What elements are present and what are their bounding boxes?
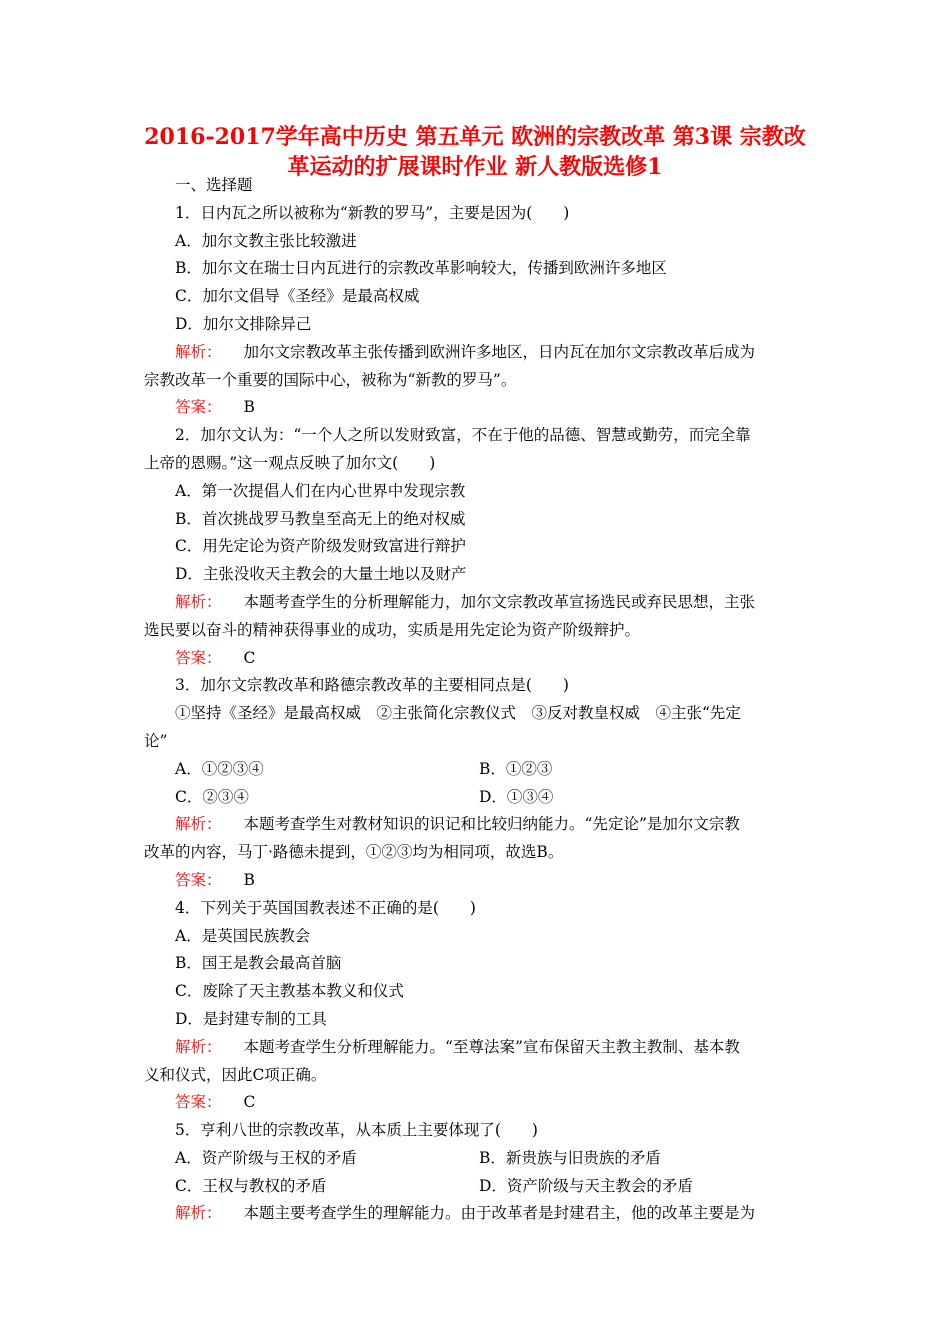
option-row-ab [144,756,806,784]
option-d: D．加尔文排除异己 [175,314,312,333]
answer-label: 答案： [175,1093,222,1112]
option-a: A．加尔文教主张比较激进 [175,231,357,250]
analysis [144,589,806,617]
document-body [144,172,806,1228]
analysis-label: 解析： [175,1204,222,1223]
option-c: C．加尔文倡导《圣经》是最高权威 [175,287,420,306]
question-2 [144,422,806,672]
question-stem: 3．加尔文宗教改革和路德宗教改革的主要相同点是( ) [175,676,569,695]
question-5 [144,1117,806,1228]
answer-label: 答案： [175,398,222,417]
analysis-text: 加尔文宗教改革主张传播到欧洲许多地区，日内瓦在加尔文宗教改革后成为 [243,342,756,361]
title-line-1: 2016-2017学年高中历史 第五单元 欧洲的宗教改革 第3课 宗教改 [144,124,806,150]
option-c: C．②③④ [175,787,249,806]
answer-value: C [243,1093,256,1112]
option-a: A．第一次提倡人们在内心世界中发现宗教 [175,481,466,500]
option-b: B．①②③ [479,759,553,778]
answer-label: 答案： [175,648,222,667]
question-stem: 1．日内瓦之所以被称为“新教的罗马”，主要是因为( ) [175,203,570,222]
option-b: B．加尔文在瑞士日内瓦进行的宗教改革影响较大，传播到欧洲许多地区 [175,259,667,278]
option-row-cd [144,1173,806,1201]
analysis-continued: 改革的内容，马丁·路德未提到，①②③均为相同项，故选B。 [144,843,564,862]
option-c: C．王权与教权的矛盾 [175,1176,327,1195]
analysis-label: 解析： [175,815,222,834]
option-d: D．①③④ [479,787,554,806]
answer [144,1089,806,1117]
analysis-continued: 义和仪式，因此C项正确。 [144,1065,327,1084]
option-a: A．是英国民族教会 [175,926,311,945]
option-b: B．新贵族与旧贵族的矛盾 [479,1148,661,1167]
question-4 [144,895,806,1117]
title-line-2: 革运动的扩展课时作业 新人教版选修1 [287,154,663,180]
analysis-text: 本题考查学生的分析理解能力，加尔文宗教改革宣扬选民或弃民思想，主张 [243,592,756,611]
answer [144,867,806,895]
option-d: D．是封建专制的工具 [175,1009,327,1028]
answer-value: B [243,398,255,417]
question-stem: 2．加尔文认为：“一个人之所以发财致富，不在于他的品德、智慧或勤劳，而完全靠 [175,426,751,445]
question-1 [144,200,806,422]
option-a: A．①②③④ [175,759,264,778]
analysis [144,1200,806,1228]
analysis [144,339,806,367]
analysis-text: 本题考查学生分析理解能力。“至尊法案”宣布保留天主教主教制、基本教 [243,1037,740,1056]
analysis-label: 解析： [175,1037,222,1056]
statement-items-continued: 论” [144,731,168,750]
statement-items: ①坚持《圣经》是最高权威 ②主张简化宗教仪式 ③反对教皇权威 ④主张“先定 [175,704,741,723]
question-3 [144,672,806,894]
option-row-ab [144,1145,806,1173]
question-stem-continued: 上帝的恩赐。”这一观点反映了加尔文( ) [144,453,436,472]
option-d: D．主张没收天主教会的大量土地以及财产 [175,565,467,584]
question-stem: 5．亨利八世的宗教改革，从本质上主要体现了( ) [175,1121,538,1140]
option-row-cd [144,784,806,812]
analysis-continued: 选民要以奋斗的精神获得事业的成功，实质是用先定论为资产阶级辩护。 [144,620,641,639]
analysis [144,1034,806,1062]
section-heading: 一、选择题 [175,176,253,194]
analysis [144,811,806,839]
answer-value: B [243,870,255,889]
option-c: C．用先定论为资产阶级发财致富进行辩护 [175,537,466,556]
analysis-label: 解析： [175,592,222,611]
analysis-label: 解析： [175,342,222,361]
option-d: D．资产阶级与天主教会的矛盾 [479,1176,693,1195]
option-c: C．废除了天主教基本教义和仪式 [175,982,404,1001]
option-b: B．国王是教会最高首脑 [175,954,342,973]
answer-value: C [243,648,256,667]
analysis-text: 本题主要考查学生的理解能力。由于改革者是封建君主，他的改革主要是为 [243,1204,756,1223]
answer-label: 答案： [175,870,222,889]
answer [144,645,806,673]
option-b: B．首次挑战罗马教皇至高无上的绝对权威 [175,509,466,528]
analysis-text: 本题考查学生对教材知识的识记和比较归纳能力。“先定论”是加尔文宗教 [243,815,740,834]
question-stem: 4．下列关于英国国教表述不正确的是( ) [175,898,476,917]
option-a: A．资产阶级与王权的矛盾 [175,1148,357,1167]
answer [144,394,806,422]
analysis-continued: 宗教改革一个重要的国际中心，被称为“新教的罗马”。 [144,370,517,389]
